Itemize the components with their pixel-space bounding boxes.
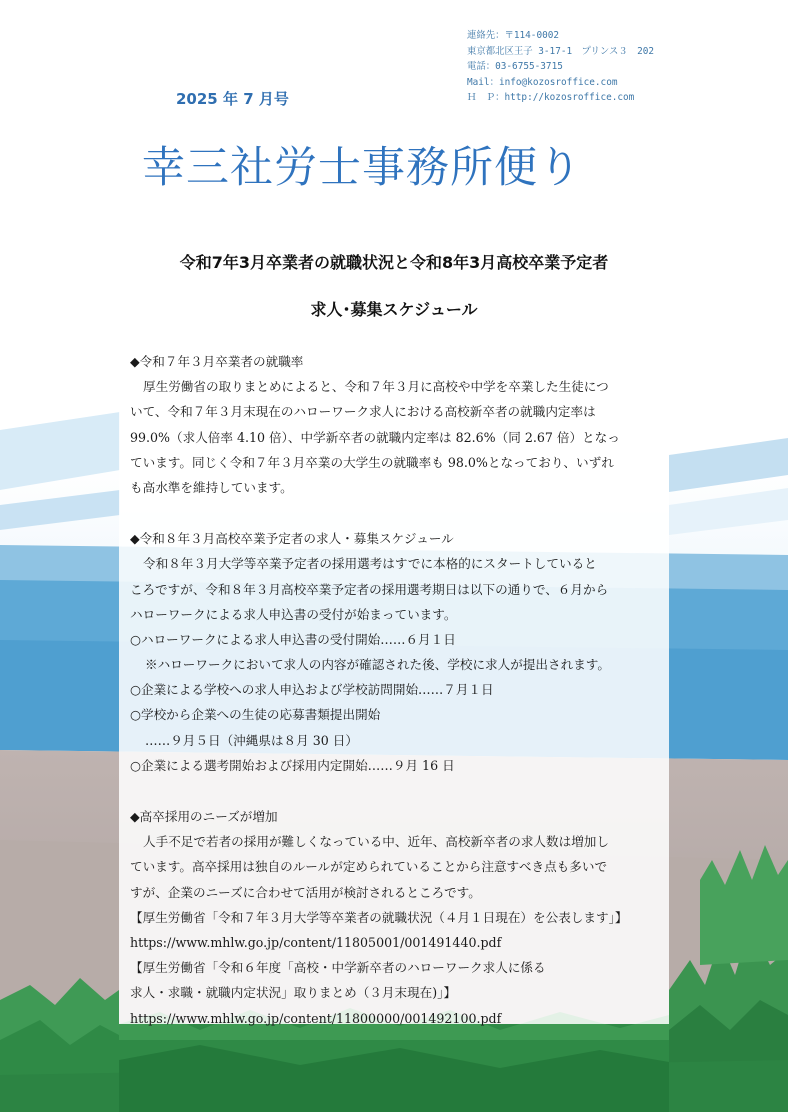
paragraph-line: 令和８年３月大学等卒業予定者の採用選考はすでに本格的にスタートしていると: [143, 556, 597, 572]
contact-block: [467, 28, 777, 106]
paragraph-line: すが、企業のニーズに合わせて活用が検討されるところです。: [130, 884, 481, 900]
paragraph-line: ハローワークによる求人申込書の受付が始まっています。: [130, 606, 457, 622]
article-subheadline: 求人･募集スケジュール: [310, 300, 478, 319]
contact-address: 東京都北区王子 3-17-1 プリンス３ 202: [467, 45, 655, 57]
paragraph-line: 人手不足で若者の採用が難しくなっている中、近年、高校新卒者の求人数は増加し: [143, 834, 609, 850]
contact-mail: Mail：info@kozosroffice.com: [467, 76, 618, 88]
reference-link[interactable]: https://www.mhlw.go.jp/content/11800000/001492100.pdf: [130, 1010, 502, 1026]
issue-date: 2025 年 7 月号: [176, 90, 289, 108]
section-heading: ◆令和７年３月卒業者の就職率: [130, 354, 304, 369]
newsletter-title: 幸三社労士事務所便り: [142, 143, 582, 193]
contact-phone: 電話：03-6755-3715: [467, 61, 563, 72]
article-headline: 令和7年3月卒業者の就職状況と令和8年3月高校卒業予定者: [179, 253, 609, 272]
reference-title: 求人・求職・就職内定状況」取りまとめ（３月末現在)」】: [130, 985, 457, 1001]
reference-title: 【厚生労働省「令和７年３月大学等卒業者の就職状況（４月１日現在）を公表します」】: [130, 909, 628, 925]
paragraph-line: 99.0%（求人倍率 4.10 倍）、中学新卒者の就職内定率は 82.6%（同 2.67 倍）となっ: [130, 429, 620, 445]
paragraph-line: 厚生労働省の取りまとめによると、令和７年３月に高校や中学を卒業した生徒につ: [143, 379, 609, 395]
section-heading: ◆令和８年３月高校卒業予定者の求人・募集スケジュール: [130, 531, 454, 547]
reference-link[interactable]: https://www.mhlw.go.jp/content/11805001/001491440.pdf: [130, 934, 502, 950]
paragraph-line: も高水準を維持しています。: [130, 479, 293, 495]
section-gap: [130, 500, 662, 526]
schedule-item: ○ハローワークによる求人申込書の受付開始……６月１日: [130, 631, 456, 647]
contact-label: 連絡先：〒114-0002: [467, 30, 560, 41]
schedule-note: ※ハローワークにおいて求人の内容が確認された後、学校に求人が提出されます。: [145, 657, 610, 673]
schedule-item: ○企業による選考開始および採用内定開始……９月 16 日: [130, 757, 455, 773]
schedule-item: ○企業による学校への求人申込および学校訪問開始……７月１日: [130, 682, 494, 698]
reference-title: 【厚生労働省「令和６年度「高校・中学新卒者のハローワーク求人に係る: [130, 960, 546, 976]
contact-homepage: Ｈ Ｐ：http://kozosroffice.com: [467, 92, 635, 103]
article-body: [130, 349, 662, 1031]
paragraph-line: ています。同じく令和７年３月卒業の大学生の就職率も 98.0%となっており、いずれ: [130, 454, 614, 470]
paragraph-line: ています。高卒採用は独自のルールが定められていることから注意すべき点も多いで: [130, 859, 608, 875]
section-gap: [130, 778, 662, 804]
paragraph-line: ころですが、令和８年３月高校卒業予定者の採用選考期日は以下の通りで、６月から: [130, 581, 609, 597]
schedule-item-detail: ……９月５日（沖縄県は８月 30 日）: [145, 732, 358, 748]
section-heading: ◆高卒採用のニーズが増加: [130, 809, 278, 824]
schedule-item: ○学校から企業への生徒の応募書類提出開始: [130, 707, 381, 723]
paragraph-line: いて、令和７年３月末現在のハローワーク求人における高校新卒者の就職内定率は: [130, 404, 596, 420]
